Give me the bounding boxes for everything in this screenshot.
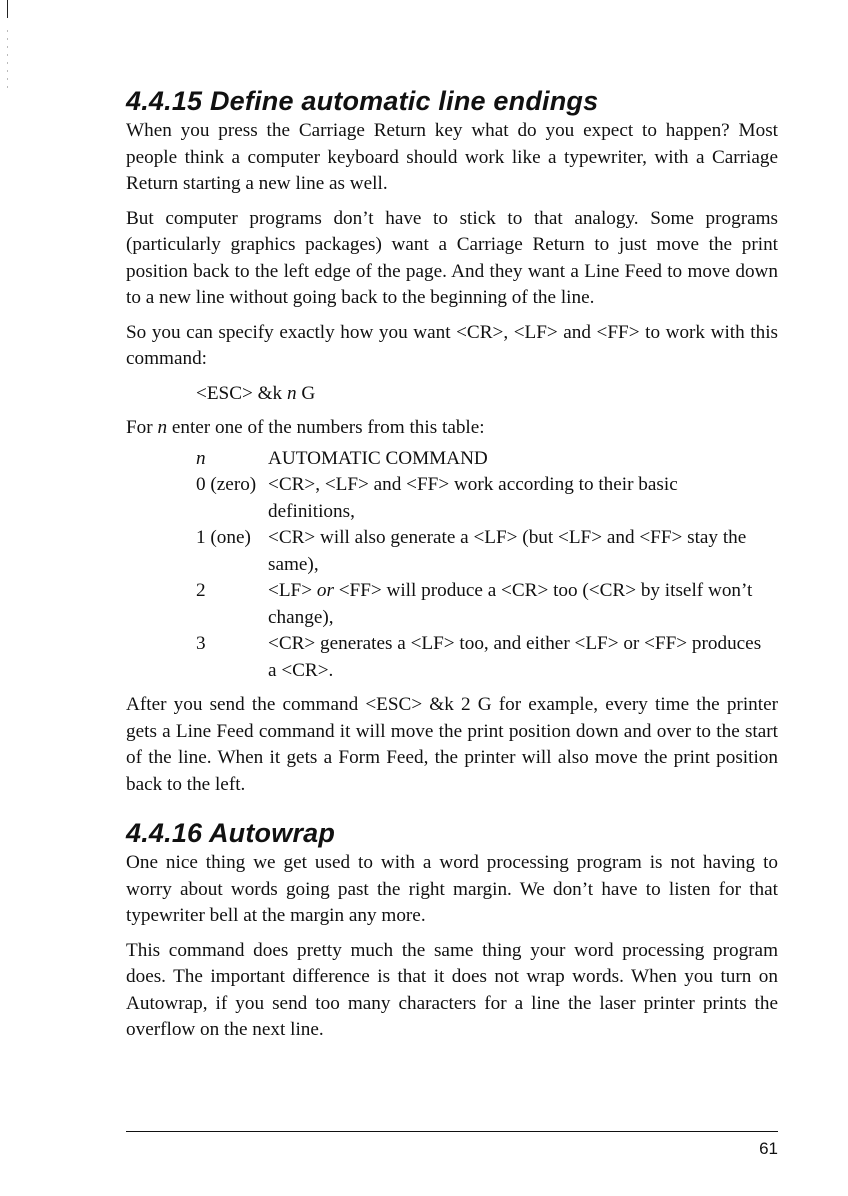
table-row-desc: <CR>, <LF> and <FF> work according to their basic definitions, (268, 474, 678, 522)
table-row-desc: <CR> will also generate a <LF> (but <LF> and <FF> stay the same), (268, 527, 747, 575)
table-row (196, 472, 778, 525)
table-intro (126, 415, 778, 442)
automatic-command-table (196, 446, 778, 685)
page-number: 61 (759, 1139, 778, 1158)
section-heading-line-endings: 4.4.15 Define automatic line endings (126, 86, 599, 116)
table-row-desc-rest: <FF> will produce a <CR> too (<CR> by itself won’t change), (268, 580, 753, 628)
table-row (196, 578, 778, 631)
table-header-key: n (196, 447, 206, 469)
command-suffix: G (301, 382, 316, 404)
section-heading-autowrap: 4.4.16 Autowrap (126, 818, 336, 848)
command-param: n (286, 382, 297, 404)
table-intro-rest: enter one of the numbers from this table: (171, 417, 485, 438)
paragraph-autowrap-intro: One nice thing we get used to with a word processing program is not having to worry about words going past the right margin. We don’t have to listen for that typewriter bell at the margin any more. (126, 852, 778, 926)
table-row-key: 2 (196, 580, 206, 601)
paragraph-analogy: But computer programs don’t have to stick to that analogy. Some programs (particularly graphics packages) want a Carriage Return to just move the print position back to the left edge of the page. And they want a Line Feed to move down to a new line without going back to the beginning of the line. (126, 207, 778, 308)
command-syntax (196, 381, 778, 408)
table-intro-for: For (126, 417, 153, 438)
table-row (196, 631, 778, 684)
command-prefix: <ESC> &k (196, 382, 283, 404)
table-row-desc (268, 578, 778, 631)
table-row-desc-lf: <LF> (268, 580, 313, 601)
table-intro-param: n (157, 417, 168, 438)
table-row-desc: <CR> generates a <LF> too, and either <LF> or <FF> produces a <CR>. (268, 633, 762, 681)
table-row-key: 0 (zero) (196, 474, 257, 495)
paragraph-autowrap-detail: This command does pretty much the same thing your word processing program does. The important difference is that it does not wrap words. When you turn on Autowrap, if you send too many characters for a line the laser printer prints the overflow on the next line. (126, 939, 778, 1040)
table-row-key: 3 (196, 633, 206, 654)
page-content (126, 84, 778, 1044)
paragraph-intro: When you press the Carriage Return key what do you expect to happen? Most people think a computer keyboard should work like a typewriter, with a Carriage Return starting a new line as well. (126, 120, 778, 194)
table-row (196, 525, 778, 578)
table-header (196, 446, 778, 473)
table-row-key: 1 (one) (196, 527, 251, 548)
margin-dots (7, 30, 8, 90)
footer-rule (126, 1131, 778, 1132)
table-row-desc-or: or (316, 580, 334, 601)
paragraph-specify: So you can specify exactly how you want <CR>, <LF> and <FF> to work with this command: (126, 321, 778, 369)
margin-mark (7, 0, 8, 18)
paragraph-example: After you send the command <ESC> &k 2 G for example, every time the printer gets a Line Feed command it will move the print position down and over to the start of the line. When it gets a Form Feed, the printer will also move the print position back to the left. (126, 694, 778, 795)
table-header-desc: AUTOMATIC COMMAND (268, 447, 488, 469)
